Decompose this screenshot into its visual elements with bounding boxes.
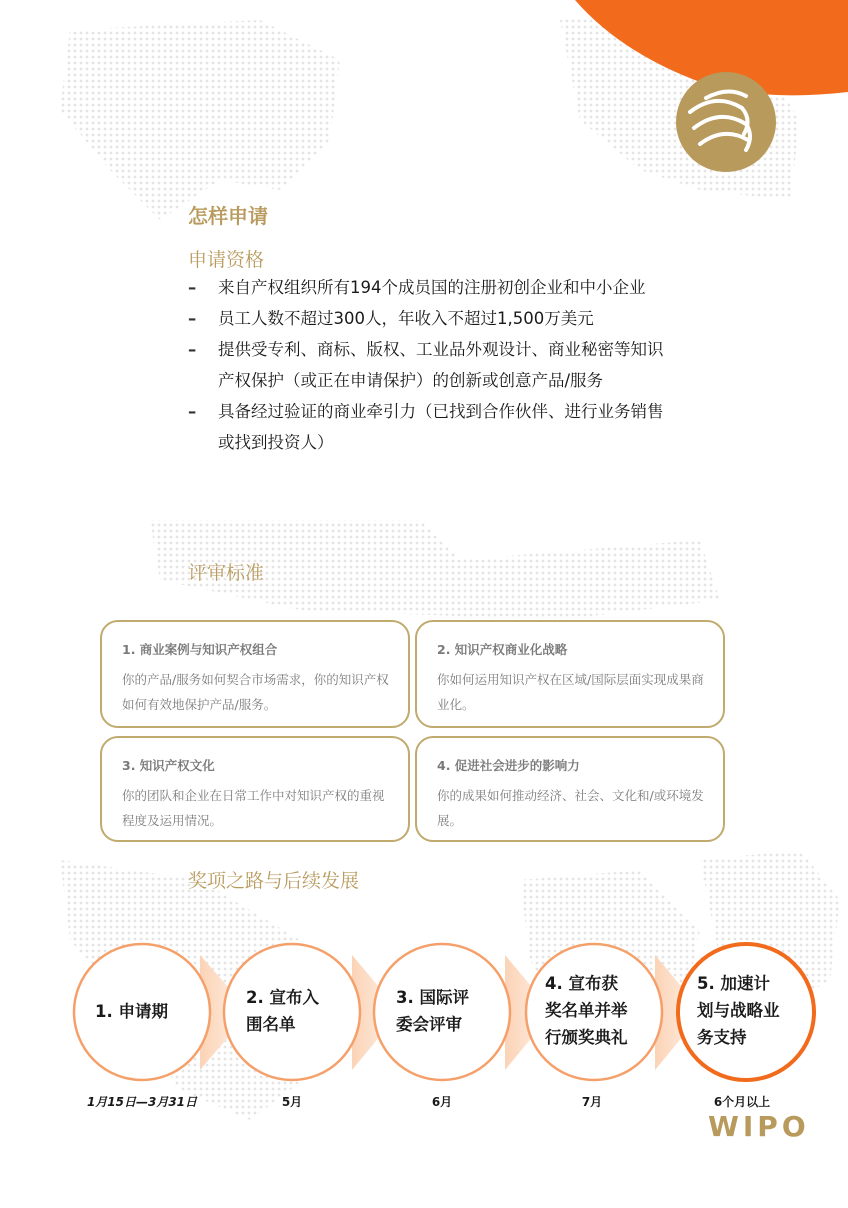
card-title: 3. 知识产权文化 bbox=[122, 758, 215, 773]
step-date: 7月 bbox=[581, 1095, 603, 1109]
step-label: 3. 国际评 委会评审 bbox=[396, 988, 469, 1034]
dash-bullet: – bbox=[188, 278, 197, 297]
eligibility-item: – 具备经过验证的商业牵引力（已找到合作伙伴、进行业务销售或找到投资人） bbox=[188, 396, 668, 458]
step-date: 6个月以上 bbox=[713, 1095, 771, 1109]
step-date: 6月 bbox=[431, 1095, 453, 1109]
eligibility-item: – 员工人数不超过300人，年收入不超过1,500万美元 bbox=[188, 303, 668, 334]
dash-bullet: – bbox=[188, 340, 197, 359]
criteria-card-3 bbox=[100, 736, 410, 842]
eligibility-item: – 来自产权组织所有194个成员国的注册初创企业和中小企业 bbox=[188, 272, 668, 303]
eligibility-item: – 提供受专利、商标、版权、工业品外观设计、商业秘密等知识产权保护（或正在申请保护）的创新或创意产品/服务 bbox=[188, 334, 668, 396]
step-date: 5月 bbox=[281, 1095, 303, 1109]
criteria-card-2 bbox=[415, 620, 725, 728]
dash-bullet: – bbox=[188, 402, 197, 421]
card-body: 你的产品/服务如何契合市场需求，你的知识产权如何有效地保护产品/服务。 bbox=[122, 672, 389, 712]
step-label: 1. 申请期 bbox=[95, 1002, 168, 1021]
criteria-card-1 bbox=[100, 620, 410, 728]
card-title: 2. 知识产权商业化战略 bbox=[437, 642, 568, 657]
criteria-title: 评审标准 bbox=[188, 562, 265, 584]
wipo-logo-text: WIPO bbox=[708, 1110, 810, 1143]
card-body: 你的团队和企业在日常工作中对知识产权的重视程度及运用情况。 bbox=[122, 788, 385, 828]
wipo-emblem-icon bbox=[676, 72, 776, 172]
card-title: 1. 商业案例与知识产权组合 bbox=[122, 642, 278, 657]
eligibility-list bbox=[188, 272, 668, 458]
page-heading: 怎样申请 bbox=[188, 204, 268, 228]
criteria-card-4 bbox=[415, 736, 725, 842]
step-date: 1月15日—3月31日 bbox=[86, 1095, 198, 1109]
eligibility-title: 申请资格 bbox=[188, 249, 265, 271]
step-label: 2. 宣布入 围名单 bbox=[246, 988, 319, 1034]
card-body: 你的成果如何推动经济、社会、文化和/或环境发展。 bbox=[437, 788, 704, 828]
dash-bullet: – bbox=[188, 309, 197, 328]
path-title: 奖项之路与后续发展 bbox=[188, 870, 360, 892]
step-label: 4. 宣布获 奖名单并举 行颁奖典礼 bbox=[545, 974, 628, 1047]
step-label: 5. 加速计 划与战略业 务支持 bbox=[697, 974, 780, 1047]
card-title: 4. 促进社会进步的影响力 bbox=[437, 758, 580, 773]
card-body: 你如何运用知识产权在区域/国际层面实现成果商业化。 bbox=[437, 672, 704, 712]
